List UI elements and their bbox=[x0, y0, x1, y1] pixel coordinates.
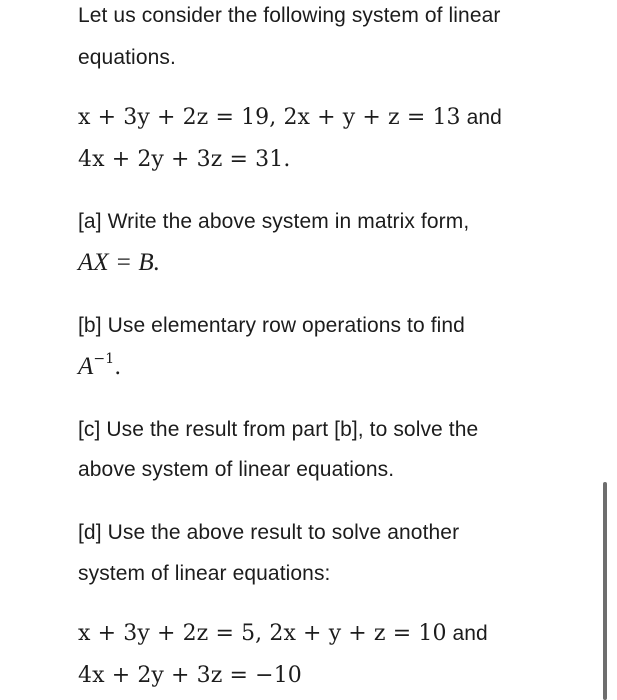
system2-equations-math: x + 3y + 2z = 5, 2x + y + z = 10 bbox=[78, 621, 447, 646]
system2-third-equation-math: 4x + 2y + 3z = −10 bbox=[78, 663, 302, 688]
part-a-matrix-equation: AX = B. bbox=[78, 249, 161, 276]
system1-equation-line-2 bbox=[78, 146, 290, 174]
part-c-line-1: [c] Use the result from part [b], to solve the bbox=[78, 418, 479, 441]
part-d-line-2: system of linear equations: bbox=[78, 562, 331, 585]
part-b-inverse-exponent: −1 bbox=[93, 351, 115, 367]
system1-equation-line-1 bbox=[78, 104, 502, 132]
system2-and-text: and bbox=[446, 622, 488, 645]
part-b-period: . bbox=[114, 355, 122, 380]
intro-line-2: equations. bbox=[78, 46, 176, 69]
system2-equation-line-2 bbox=[78, 662, 302, 690]
intro-line-1: Let us consider the following system of linear bbox=[78, 4, 501, 27]
part-a-text: [a] Write the above system in matrix form, bbox=[78, 210, 470, 233]
part-a-math-line bbox=[78, 249, 160, 278]
system2-equation-line-1 bbox=[78, 620, 488, 648]
part-c-line-2: above system of linear equations. bbox=[78, 458, 395, 481]
system1-equations-math: x + 3y + 2z = 19, 2x + y + z = 13 bbox=[78, 105, 461, 130]
system1-and-text: and bbox=[460, 106, 502, 129]
part-d-line-1: [d] Use the above result to solve another bbox=[78, 521, 460, 544]
part-b-text: [b] Use elementary row operations to find bbox=[78, 314, 465, 337]
part-b-matrix-symbol: A bbox=[78, 353, 94, 380]
system1-third-equation-math: 4x + 2y + 3z = 31. bbox=[78, 147, 291, 172]
vertical-scrollbar[interactable] bbox=[603, 482, 607, 700]
part-b-math-line bbox=[78, 353, 121, 382]
